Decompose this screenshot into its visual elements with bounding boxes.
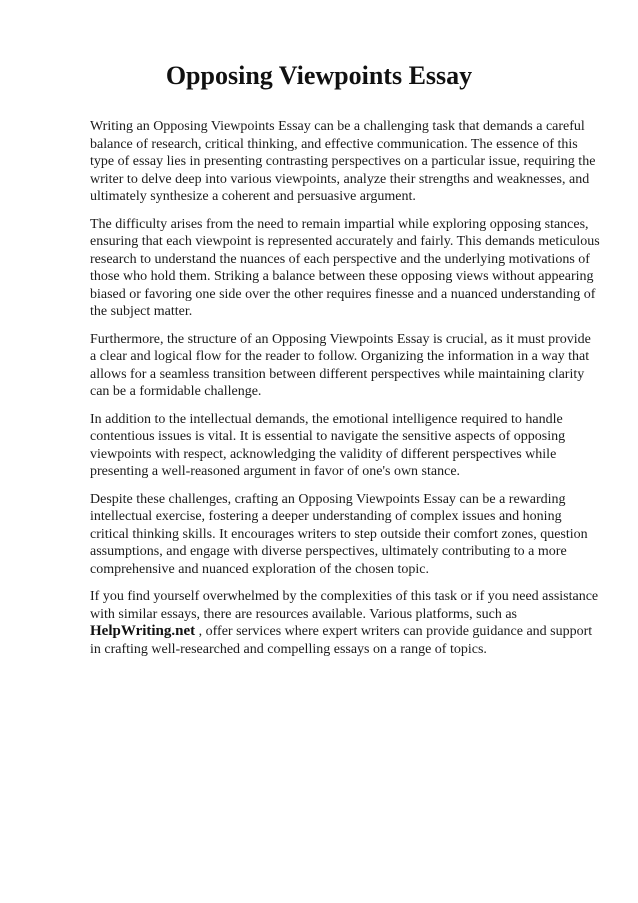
paragraph-4: In addition to the intellectual demands, the emotional intelligence required to handle contentious issues is vital. It is essential to navigate the sensitive aspects of opposing viewpoints with respect, acknowledging the validity of different perspectives while presenting a well-reasoned argument in favor of one's own stance. xyxy=(90,411,566,479)
paragraph-3: Furthermore, the structure of an Opposing Viewpoints Essay is crucial, as it must provide a clear and logical flow for the reader to follow. Organizing the information in a way that allows for a seamless transition between different perspectives while maintaining clarity can be a formidable challenge. xyxy=(90,331,591,399)
paragraph-5: Despite these challenges, crafting an Opposing Viewpoints Essay can be a rewarding intellectual exercise, fostering a deeper understanding of complex issues and honing critical thinking skills. It encourages writers to step outside their comfort zones, question assumptions, and engage with diverse perspectives, ultimately contributing to a more comprehensive and nuanced exploration of the chosen topic. xyxy=(90,491,588,577)
paragraph-1: Writing an Opposing Viewpoints Essay can be a challenging task that demands a careful balance of research, critical thinking, and effective communication. The essence of this type of essay lies in presenting contrasting perspectives on a particular issue, requiring the writer to delve deep into various viewpoints, analyze their strengths and weaknesses, and ultimately synthesize a coherent and persuasive argument. xyxy=(90,119,596,204)
paragraph-6-text-after: , offer services where expert writers can provide guidance and support in crafting well-researched and compelling essays on a range of topics. xyxy=(90,624,593,657)
paragraph-6-text-before: If you find yourself overwhelmed by the complexities of this task or if you need assistance with similar essays, there are resources available. Various platforms, such as xyxy=(90,589,599,622)
essay-body xyxy=(90,118,600,668)
page-title: Opposing Viewpoints Essay xyxy=(165,61,473,90)
paragraph-6 xyxy=(90,588,600,658)
paragraph-2: The difficulty arises from the need to remain impartial while exploring opposing stances, ensuring that each viewpoint is represented accurately and fairly. This demands meticulous research to understand the nuances of each perspective and the underlying motivations of those who hold them. Striking a balance between these opposing views without appearing biased or favoring one side over the other requires finesse and a nuanced understanding of the subject matter. xyxy=(90,216,600,319)
helpwriting-brand-text: HelpWriting.net xyxy=(90,623,196,639)
